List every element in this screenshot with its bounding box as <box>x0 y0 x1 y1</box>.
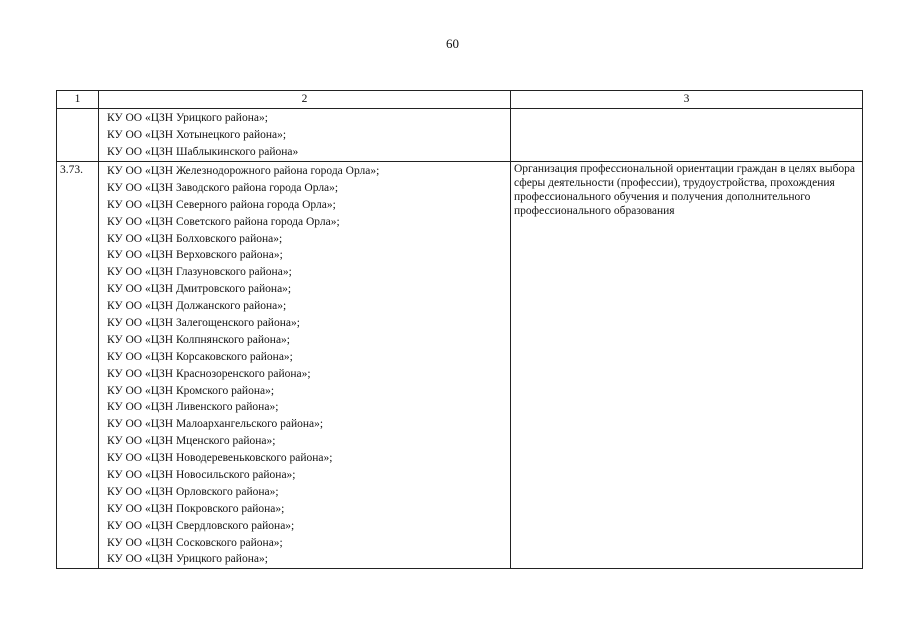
list-item: КУ ОО «ЦЗН Краснозоренского района»; <box>107 367 311 380</box>
column-header-2: 2 <box>99 91 511 109</box>
list-item: КУ ОО «ЦЗН Колпнянского района»; <box>107 333 291 346</box>
column-header-1: 1 <box>57 91 99 109</box>
org-list <box>102 162 510 568</box>
description-cell: Организация профессиональной ориентации граждан в целях выбора сферы деятельности (профессии), трудоустройства, прохождения профессионального обучения и получения дополнительного профессионального образования <box>511 162 863 569</box>
list-item: КУ ОО «ЦЗН Ливенского района»; <box>107 401 279 414</box>
list-item: КУ ОО «ЦЗН Глазуновского района»; <box>107 266 292 279</box>
column-header-3: 3 <box>511 91 863 109</box>
page-number: 60 <box>446 36 459 51</box>
row-number <box>57 109 99 162</box>
list-item: КУ ОО «ЦЗН Покровского района»; <box>107 502 285 515</box>
list-item: КУ ОО «ЦЗН Новосильского района»; <box>107 469 296 482</box>
table-row <box>57 162 863 569</box>
org-cell <box>99 109 511 162</box>
list-item: КУ ОО «ЦЗН Урицкого района»; <box>107 553 268 566</box>
list-item: КУ ОО «ЦЗН Сосковского района»; <box>107 536 283 549</box>
list-item: КУ ОО «ЦЗН Дмитровского района»; <box>107 283 292 296</box>
list-item: КУ ОО «ЦЗН Урицкого района»; <box>107 112 268 124</box>
org-cell <box>99 162 511 569</box>
document-table <box>56 90 863 569</box>
list-item: КУ ОО «ЦЗН Железнодорожного района города Орла»; <box>107 165 380 177</box>
list-item: КУ ОО «ЦЗН Хотынецкого района»; <box>107 128 287 141</box>
list-item: КУ ОО «ЦЗН Мценского района»; <box>107 435 276 448</box>
table-row <box>57 109 863 162</box>
list-item: КУ ОО «ЦЗН Должанского района»; <box>107 300 287 313</box>
list-item: КУ ОО «ЦЗН Верховского района»; <box>107 249 283 262</box>
list-item: КУ ОО «ЦЗН Новодеревеньковского района»; <box>107 452 333 465</box>
list-item: КУ ОО «ЦЗН Шаблыкинского района» <box>107 145 299 158</box>
table-header-row <box>57 91 863 109</box>
list-item: КУ ОО «ЦЗН Залегощенского района»; <box>107 317 300 330</box>
list-item: КУ ОО «ЦЗН Заводского района города Орла»; <box>107 181 339 194</box>
list-item: КУ ОО «ЦЗН Кромского района»; <box>107 384 275 397</box>
org-list <box>102 109 510 161</box>
list-item: КУ ОО «ЦЗН Советского района города Орла»; <box>107 215 340 228</box>
list-item: КУ ОО «ЦЗН Северного района города Орла»; <box>107 198 336 211</box>
row-number: 3.73. <box>57 162 99 569</box>
list-item: КУ ОО «ЦЗН Корсаковского района»; <box>107 350 293 363</box>
list-item: КУ ОО «ЦЗН Свердловского района»; <box>107 519 295 532</box>
list-item: КУ ОО «ЦЗН Орловского района»; <box>107 485 279 498</box>
list-item: КУ ОО «ЦЗН Болховского района»; <box>107 232 283 245</box>
list-item: КУ ОО «ЦЗН Малоархангельского района»; <box>107 418 324 431</box>
description-cell <box>511 109 863 162</box>
